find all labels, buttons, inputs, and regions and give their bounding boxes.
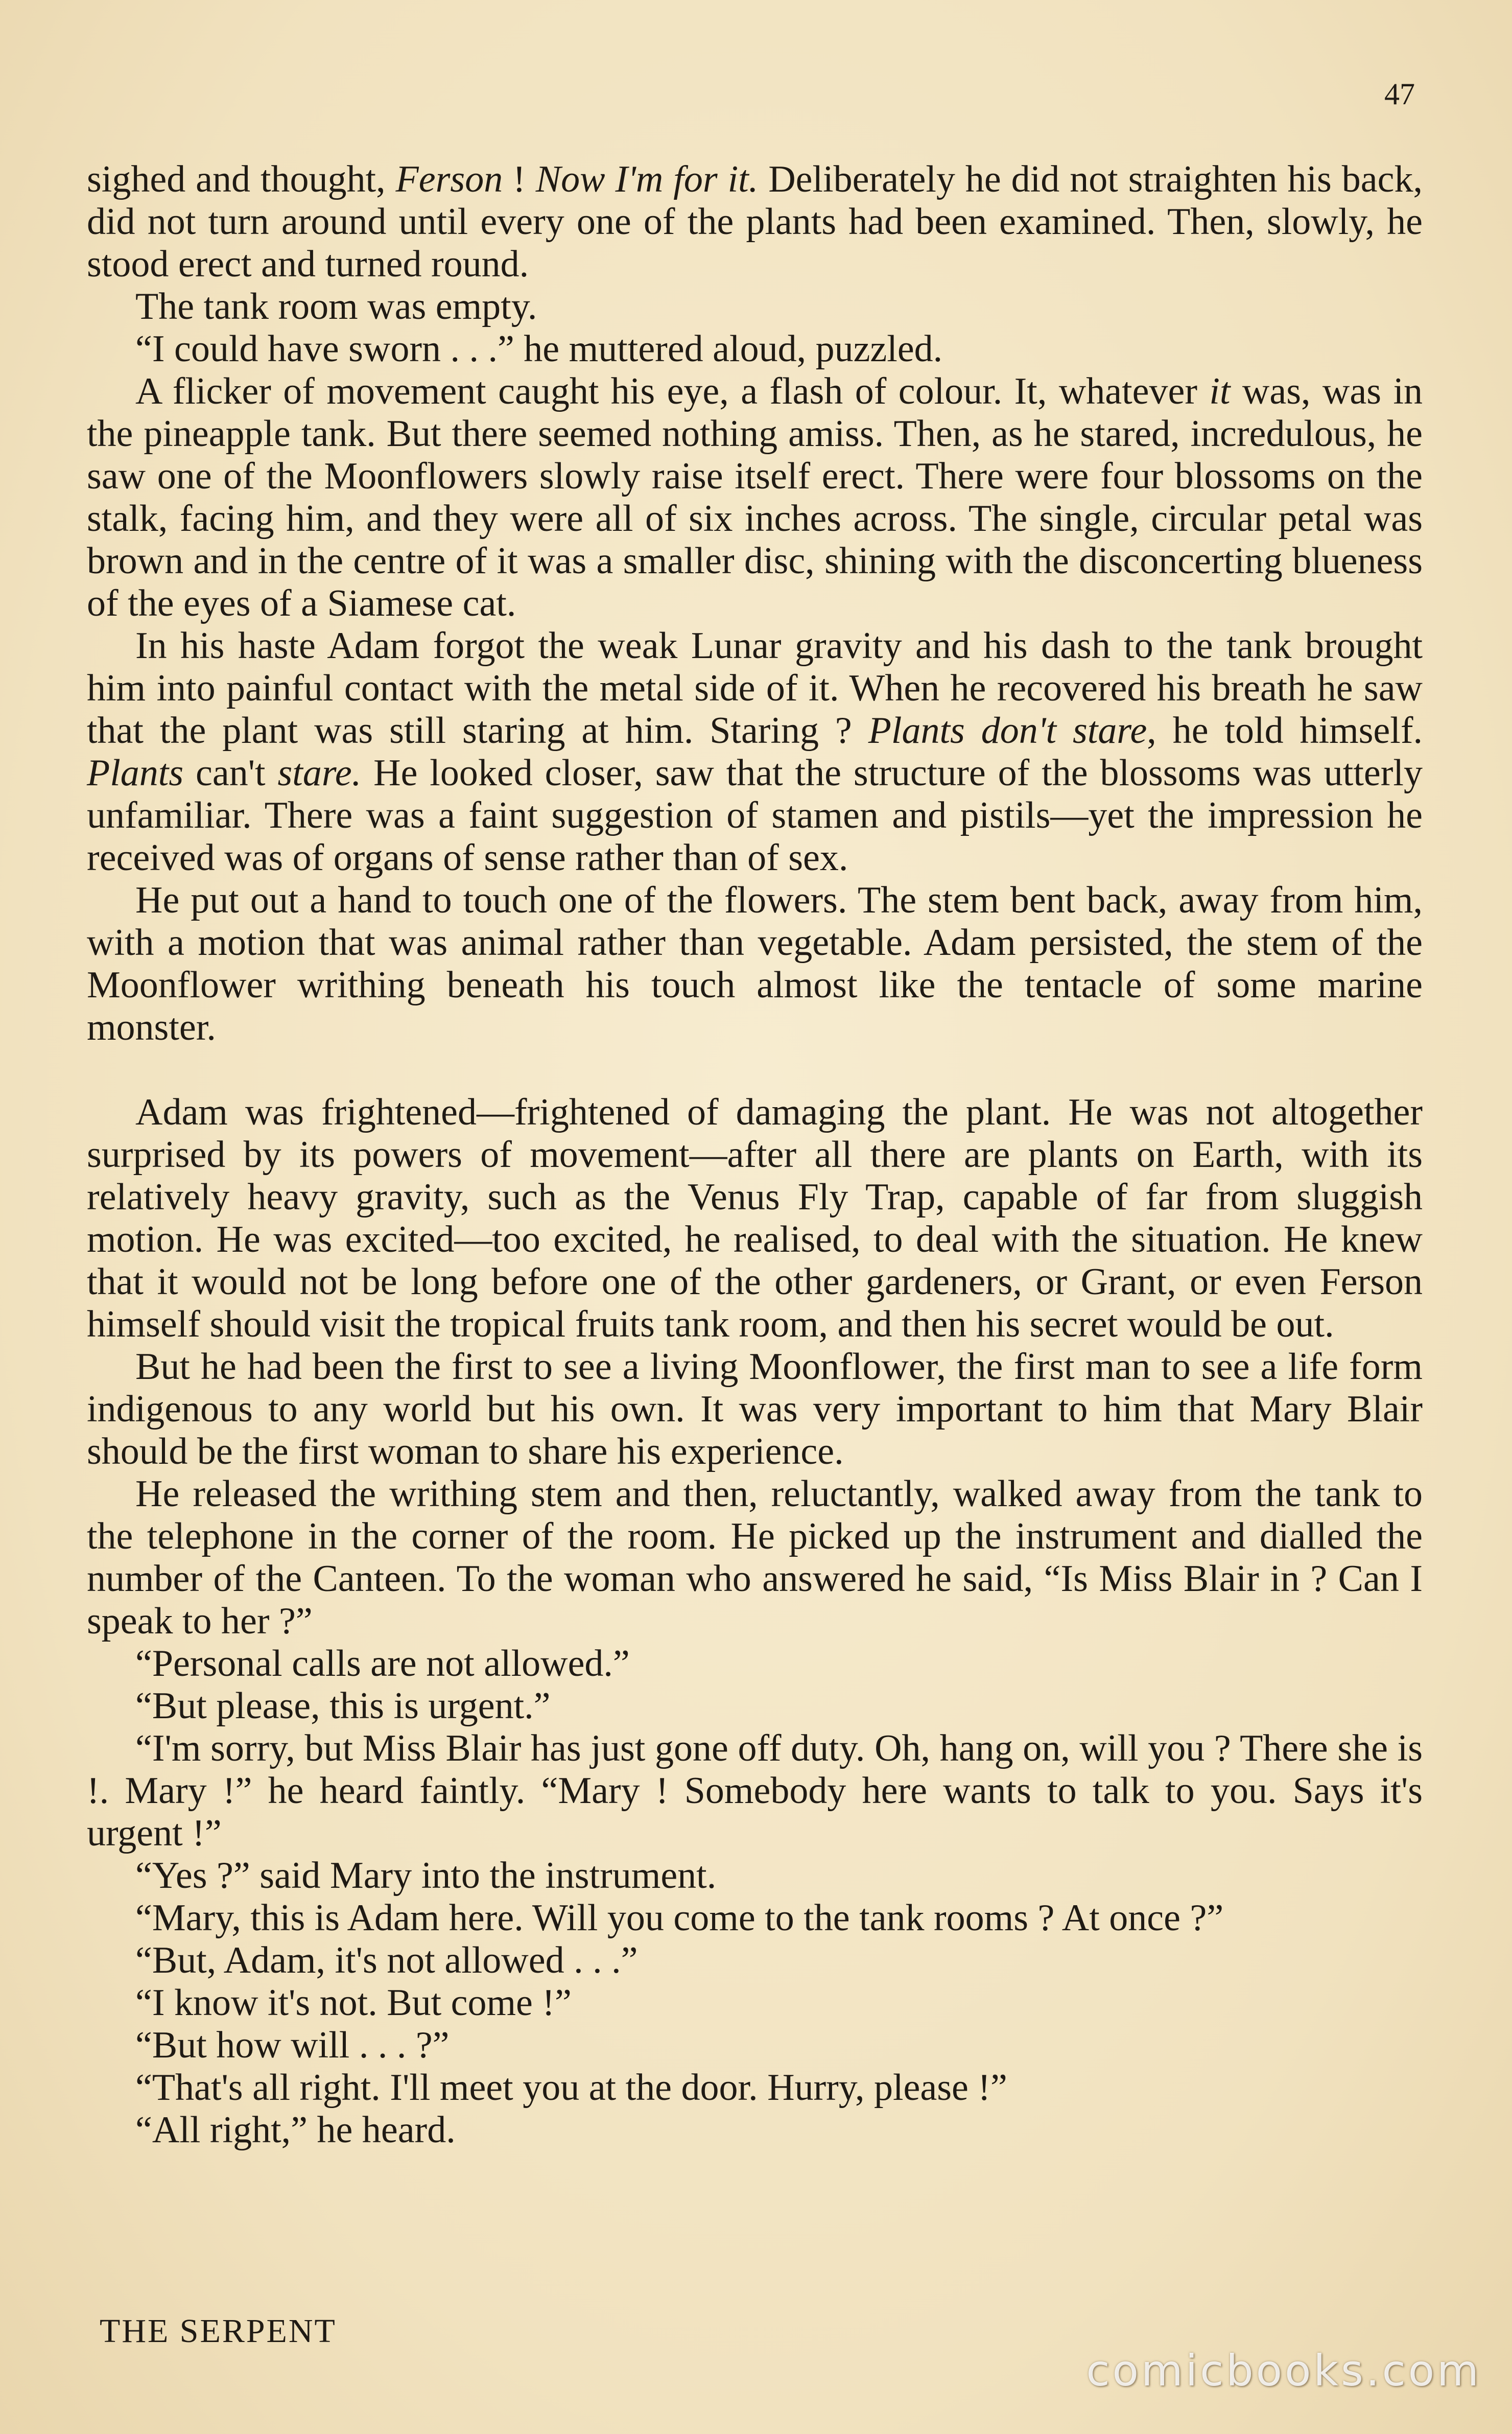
text-run: “But how will . . . ?” <box>135 2024 450 2066</box>
paragraph <box>87 2067 1423 2109</box>
text-run: Deliberately he did not straighten his back, did not turn around until every one of the plants had been examined. Then, slowly, he stood erect and turned round. <box>87 158 1423 285</box>
paragraph <box>87 1473 1423 1643</box>
paragraph <box>87 2024 1423 2067</box>
text-run: “But please, this is urgent.” <box>135 1685 551 1727</box>
italic-text: stare. <box>277 752 362 794</box>
text-run: A flicker of movement caught his eye, a flash of colour. It, whatever <box>135 370 1210 412</box>
paragraph <box>87 625 1423 879</box>
text-run: The tank room was empty. <box>135 286 537 327</box>
paragraph <box>87 1685 1423 1727</box>
text-run: “Mary, this is Adam here. Will you come to the tank rooms ? At once ?” <box>135 1897 1224 1939</box>
paragraph <box>87 1982 1423 2024</box>
paragraph <box>87 1643 1423 1685</box>
paragraph <box>87 158 1423 286</box>
text-run: sighed and thought, <box>87 158 396 200</box>
text-run: Adam was frightened—frightened of damaging the plant. He was not altogether surprised by its powers of movement—after all there are plants on Earth, with its relatively heavy gravity, such as the Venus Fly Trap, capable of far from sluggish motion. He was excited—too excited, he realised, to deal with the situation. He knew that it would not be long before one of the other gardeners, or Grant, or even Ferson himself should visit the tropical fruits tank room, and then his secret would be out. <box>87 1091 1423 1345</box>
italic-text: Ferson <box>395 158 503 200</box>
text-run: “I know it's not. But come !” <box>135 1982 572 2024</box>
text-run: “Yes ?” said Mary into the instrument. <box>135 1855 717 1897</box>
text-run: “All right,” he heard. <box>135 2109 456 2151</box>
italic-text: it <box>1209 370 1231 412</box>
text-run: “I could have sworn . . .” he muttered aloud, puzzled. <box>135 328 943 370</box>
text-run: He looked closer, saw that the structure of the blossoms was utterly unfamiliar. There was a faint suggestion of stamen and pistils—yet the impression he received was of organs of sense rather than of sex. <box>87 752 1423 879</box>
paragraph <box>87 286 1423 328</box>
body-text <box>87 158 1423 2151</box>
text-run: , he told himself. <box>1147 710 1423 752</box>
italic-text: Plants don't stare <box>868 710 1147 752</box>
paragraph <box>87 1939 1423 1982</box>
page-number: 47 <box>1384 77 1415 111</box>
text-run: “I'm sorry, but Miss Blair has just gone off duty. Oh, hang on, will you ? There she is !. Mary !” he heard faintly. “Mary ! Somebody here wants to talk to you. Says it's urgent !” <box>87 1727 1423 1854</box>
italic-text: Now I'm for it. <box>535 158 759 200</box>
paragraph <box>87 1855 1423 1897</box>
text-run: He released the writhing stem and then, reluctantly, walked away from the tank to the telephone in the corner of the room. He picked up the instrument and dialled the number of the Canteen. To the woman who answered he said, “Is Miss Blair in ? Can I speak to her ?” <box>87 1473 1423 1642</box>
text-run: But he had been the first to see a living Moonflower, the first man to see a life form indigenous to any world but his own. It was very important to him that Mary Blair should be the first woman to share his experience. <box>87 1346 1423 1472</box>
text-run: He put out a hand to touch one of the flowers. The stem bent back, away from him, with a motion that was animal rather than vegetable. Adam persisted, the stem of the Moonflower writhing beneath his touch almost like the tentacle of some marine monster. <box>87 879 1423 1048</box>
italic-text: Plants <box>87 752 184 794</box>
text-run: “That's all right. I'll meet you at the door. Hurry, please !” <box>135 2067 1007 2109</box>
paragraph <box>87 879 1423 1049</box>
paragraph <box>87 2109 1423 2151</box>
text-run: ! <box>503 158 536 200</box>
paragraph <box>87 328 1423 370</box>
text-run: “Personal calls are not allowed.” <box>135 1643 630 1684</box>
paragraph <box>87 1091 1423 1346</box>
text-run: was, was in the pineapple tank. But there seemed nothing amiss. Then, as he stared, incredulous, he saw one of the Moonflowers slowly raise itself erect. There were four blossoms on the stalk, facing him, and they were all of six inches across. The single, circular petal was brown and in the centre of it was a smaller disc, shining with the disconcerting blueness of the eyes of a Siamese cat. <box>87 370 1423 624</box>
paragraph <box>87 1897 1423 1939</box>
paragraph <box>87 370 1423 625</box>
site-watermark: comicbooks.com <box>1086 2346 1481 2396</box>
paragraph <box>87 1346 1423 1473</box>
text-run: “But, Adam, it's not allowed . . .” <box>135 1939 638 1981</box>
text-run: In his haste Adam forgot the weak Lunar gravity and his dash to the tank brought him into painful contact with the metal side of it. When he recovered his breath he saw that the plant was still staring at him. Staring ? <box>87 625 1423 752</box>
text-run: can't <box>183 752 278 794</box>
paragraph <box>87 1727 1423 1855</box>
running-footer-title: THE SERPENT <box>100 2312 337 2350</box>
